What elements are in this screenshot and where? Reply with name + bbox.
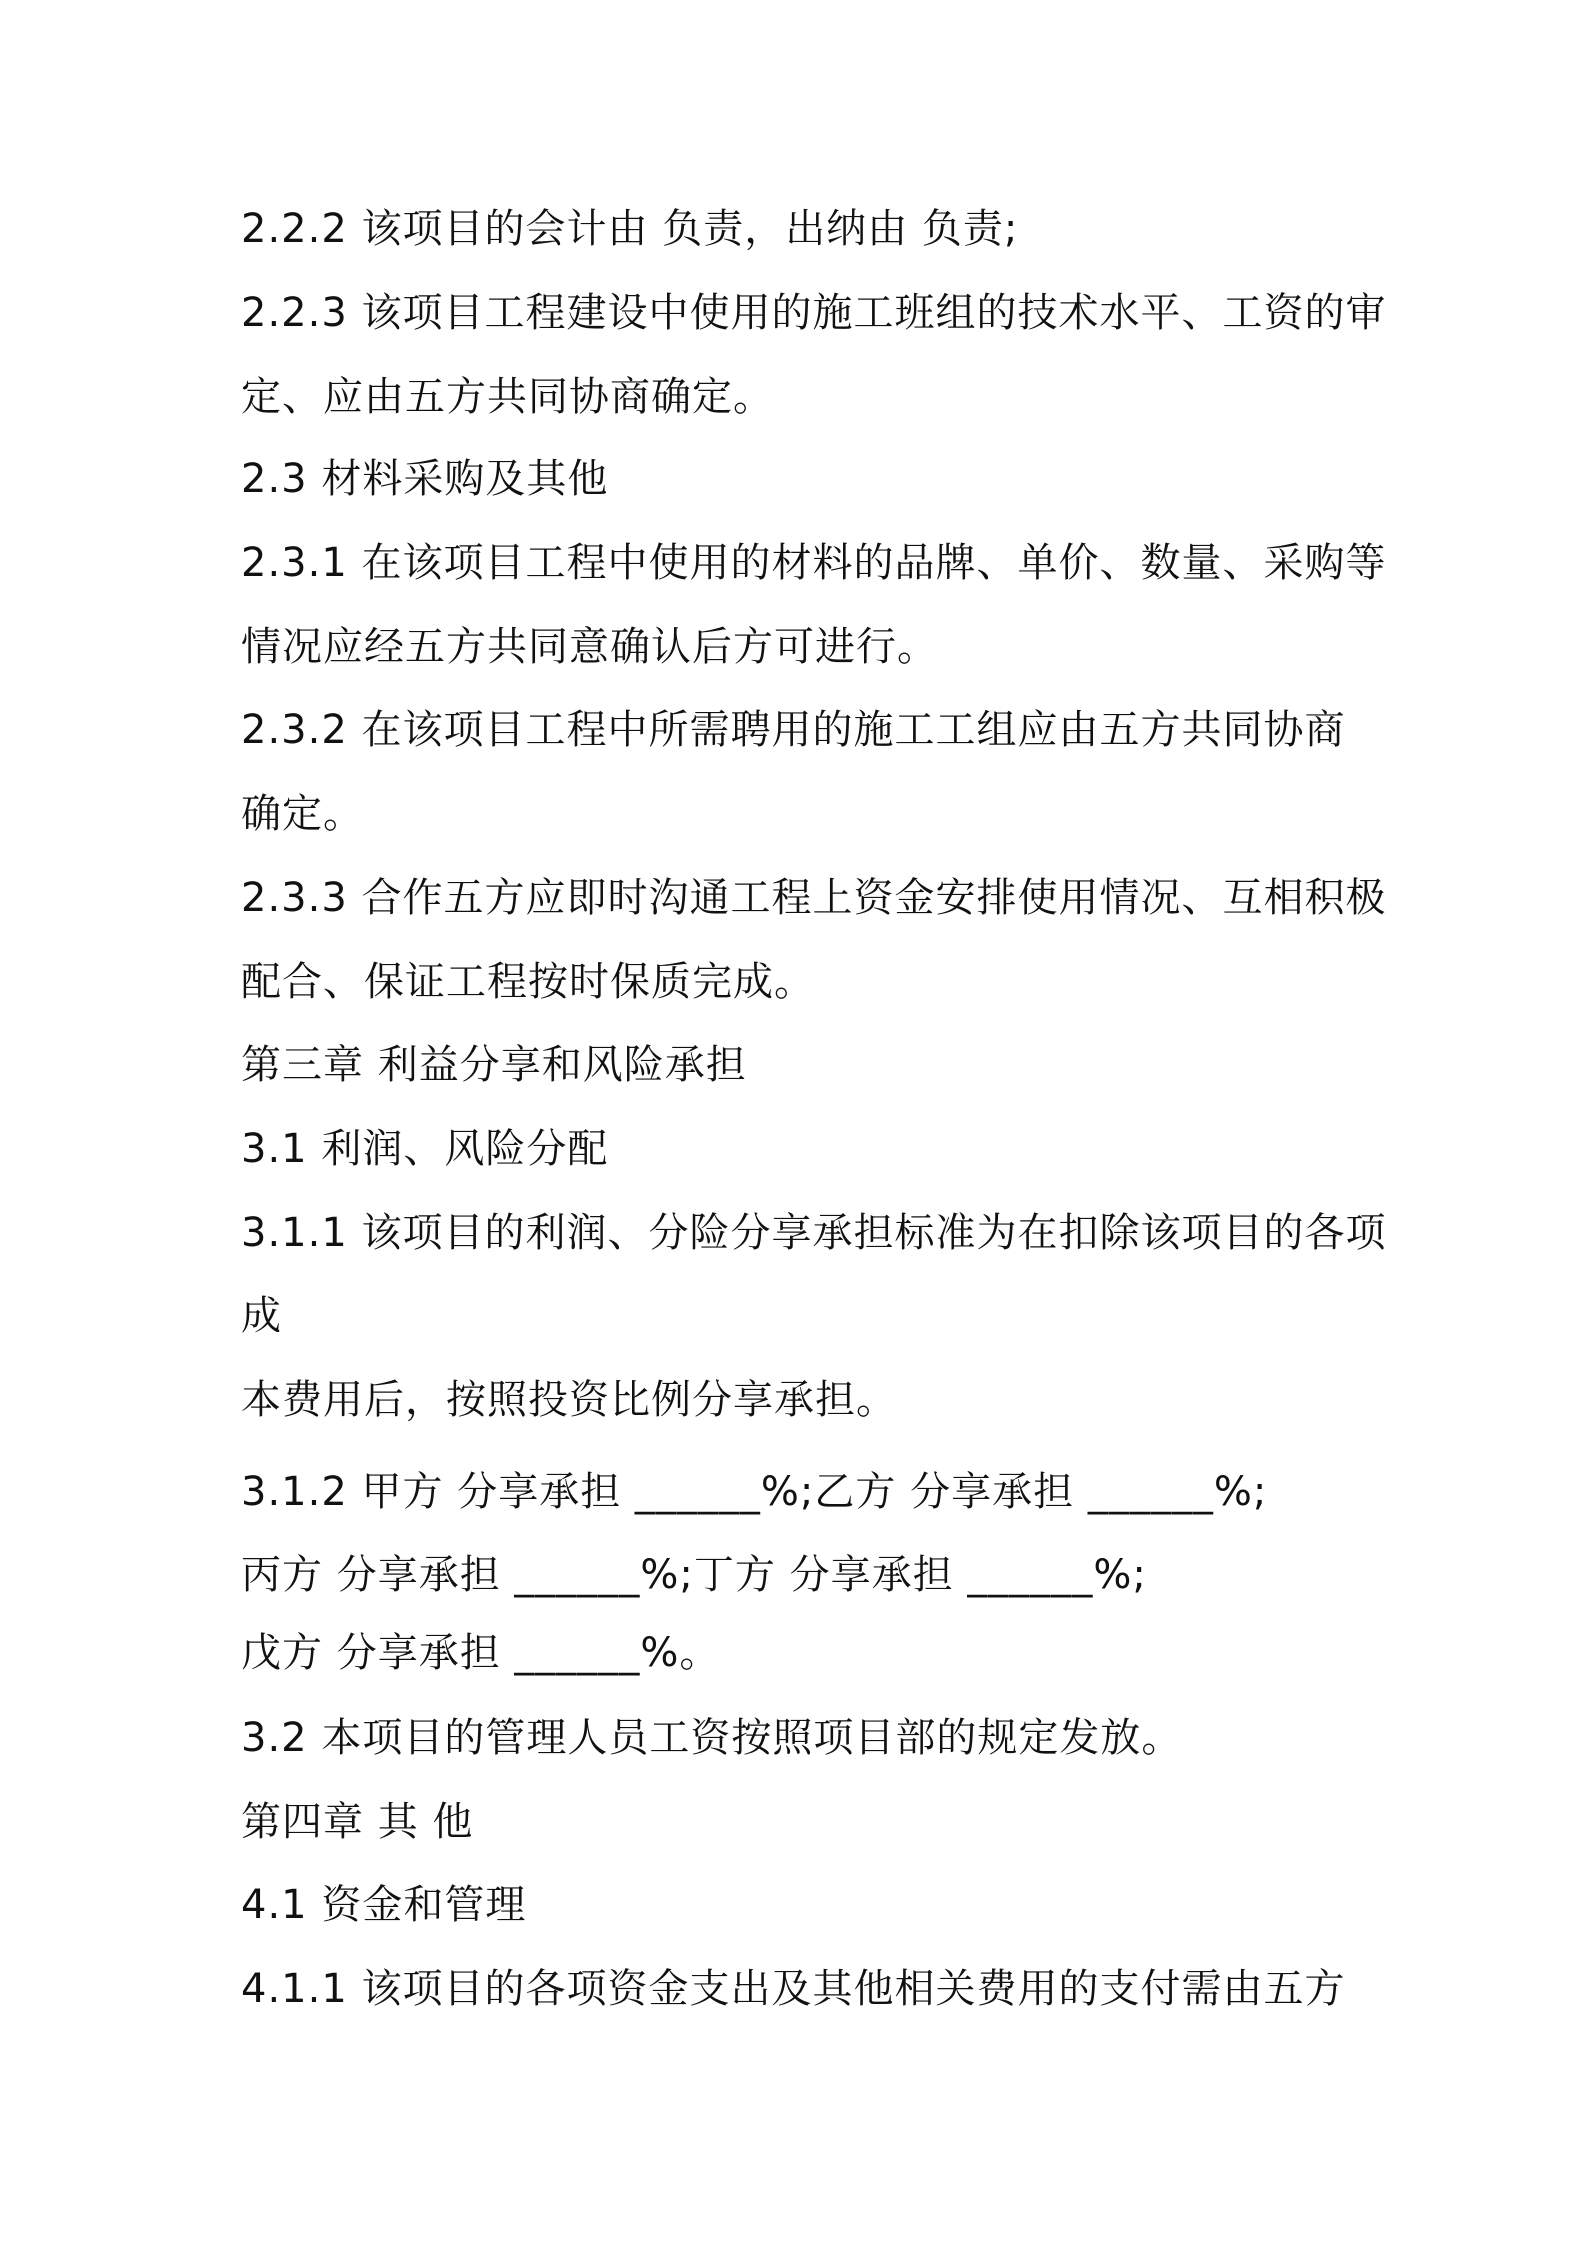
clause-3-1-1-line-3: 本费用后，按照投资比例分享承担。	[241, 1377, 897, 1423]
clause-3-1-2-line-3: 戊方 分享承担 ______%。	[241, 1630, 721, 1676]
clause-3-1-1-line-2: 成	[241, 1293, 282, 1339]
clause-4-1-1-line-1: 4.1.1 该项目的各项资金支出及其他相关费用的支付需由五方	[241, 1966, 1346, 2012]
clause-2-3-3-line-1: 2.3.3 合作五方应即时沟通工程上资金安排使用情况、互相积极	[241, 875, 1387, 921]
section-3-1-heading: 3.1 利润、风险分配	[241, 1126, 609, 1172]
section-2-3-heading: 2.3 材料采购及其他	[241, 456, 609, 502]
clause-2-3-3-line-2: 配合、保证工程按时保质完成。	[241, 959, 815, 1005]
section-4-1-heading: 4.1 资金和管理	[241, 1882, 527, 1928]
clause-2-3-2-line-1: 2.3.2 在该项目工程中所需聘用的施工工组应由五方共同协商	[241, 707, 1346, 753]
clause-3-1-2-line-2: 丙方 分享承担 ______%;丁方 分享承担 ______%;	[241, 1552, 1147, 1598]
chapter-3-heading: 第三章 利益分享和风险承担	[241, 1042, 747, 1088]
clause-2-2-2: 2.2.2 该项目的会计由 负责，出纳由 负责;	[241, 206, 1019, 252]
clause-2-3-1-line-1: 2.3.1 在该项目工程中使用的材料的品牌、单价、数量、采购等	[241, 540, 1387, 586]
clause-3-1-1-line-1: 3.1.1 该项目的利润、分险分享承担标准为在扣除该项目的各项	[241, 1210, 1387, 1256]
section-3-2: 3.2 本项目的管理人员工资按照项目部的规定发放。	[241, 1715, 1183, 1761]
clause-2-2-3-line-2: 定、应由五方共同协商确定。	[241, 374, 774, 420]
clause-2-2-3-line-1: 2.2.3 该项目工程建设中使用的施工班组的技术水平、工资的审	[241, 290, 1387, 336]
clause-3-1-2-line-1: 3.1.2 甲方 分享承担 ______%;乙方 分享承担 ______%;	[241, 1469, 1268, 1515]
chapter-4-heading: 第四章 其 他	[241, 1799, 474, 1845]
clause-2-3-2-line-2: 确定。	[241, 791, 364, 837]
clause-2-3-1-line-2: 情况应经五方共同意确认后方可进行。	[241, 624, 938, 670]
